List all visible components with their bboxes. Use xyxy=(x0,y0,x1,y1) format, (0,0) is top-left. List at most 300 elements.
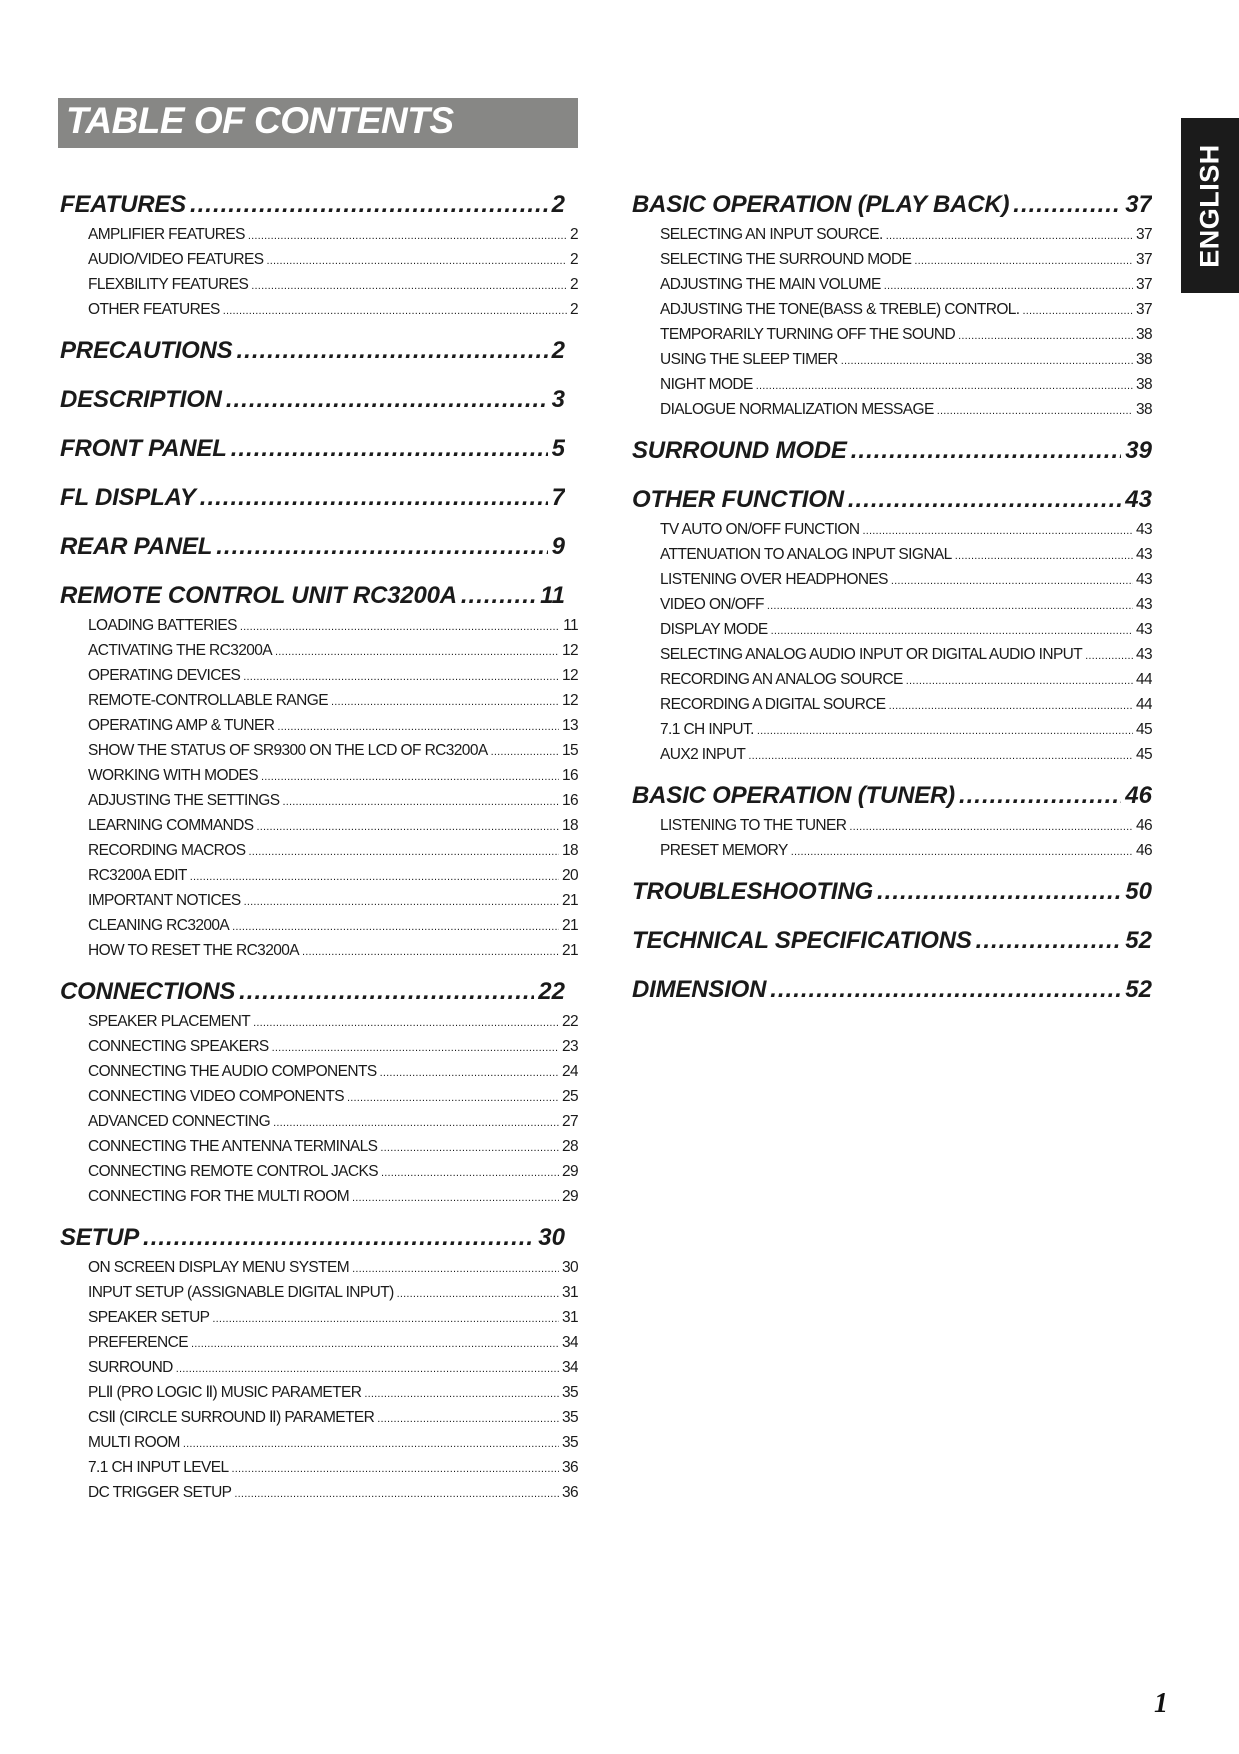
toc-left-column xyxy=(60,190,578,1519)
toc-section-features xyxy=(60,190,578,336)
toc-heading[interactable] xyxy=(60,581,565,611)
toc-subentry-label: INPUT SETUP (ASSIGNABLE DIGITAL INPUT) xyxy=(88,1284,394,1301)
toc-subentry-page: 45 xyxy=(1135,721,1152,738)
toc-subentry-label: RECORDING A DIGITAL SOURCE xyxy=(660,696,886,713)
toc-subentry-page: 25 xyxy=(561,1088,578,1105)
toc-subentry-label: OPERATING DEVICES xyxy=(88,667,241,684)
toc-subentry-list xyxy=(60,1009,578,1209)
toc-subentry[interactable] xyxy=(660,222,1152,247)
toc-heading-page: 2 xyxy=(551,191,565,218)
toc-subentry-page: 46 xyxy=(1135,842,1152,859)
toc-subentry[interactable] xyxy=(660,667,1152,692)
dot-leader xyxy=(234,1482,559,1505)
dot-leader xyxy=(251,274,567,297)
toc-subentry-label: HOW TO RESET THE RC3200A xyxy=(88,942,299,959)
toc-subentry[interactable] xyxy=(88,763,578,788)
toc-subentry[interactable] xyxy=(88,1034,578,1059)
toc-subentry-page: 16 xyxy=(561,792,578,809)
toc-subentry-page: 11 xyxy=(563,617,578,634)
toc-subentry-label: FLEXBILITY FEATURES xyxy=(88,276,249,293)
dot-leader xyxy=(791,840,1133,863)
toc-heading-title: DESCRIPTION xyxy=(60,386,222,413)
toc-section-basic-operation-tuner xyxy=(632,781,1152,877)
toc-subentry-label: REMOTE-CONTROLLABLE RANGE xyxy=(88,692,328,709)
dot-leader xyxy=(1085,644,1133,667)
toc-subentry[interactable] xyxy=(660,517,1152,542)
toc-heading[interactable] xyxy=(60,1223,565,1253)
toc-subentry[interactable] xyxy=(660,838,1152,863)
toc-subentry[interactable] xyxy=(88,613,578,638)
section-spacer xyxy=(632,422,1152,436)
toc-subentry-label: VIDEO ON/OFF xyxy=(660,596,764,613)
toc-subentry-label: RECORDING AN ANALOG SOURCE xyxy=(660,671,903,688)
dot-leader xyxy=(190,865,559,888)
toc-subentry-page: 21 xyxy=(561,917,578,934)
language-tab-label: ENGLISH xyxy=(1194,143,1225,268)
dot-leader xyxy=(955,544,1133,567)
dot-leader xyxy=(275,640,559,663)
section-spacer xyxy=(60,322,578,336)
toc-subentry-page: 2 xyxy=(569,276,578,293)
section-spacer xyxy=(60,562,578,581)
toc-subentry-page: 12 xyxy=(561,667,578,684)
toc-subentry[interactable] xyxy=(660,272,1152,297)
dot-leader xyxy=(1023,299,1133,322)
dot-leader xyxy=(232,1457,559,1480)
toc-subentry-page: 29 xyxy=(561,1188,578,1205)
section-spacer xyxy=(60,464,578,483)
toc-subentry[interactable] xyxy=(660,322,1152,347)
dot-leader xyxy=(958,324,1133,347)
dot-leader xyxy=(757,719,1133,742)
section-spacer xyxy=(60,415,578,434)
dot-leader xyxy=(236,336,547,366)
toc-subentry-label: LOADING BATTERIES xyxy=(88,617,237,634)
toc-subentry[interactable] xyxy=(88,222,578,247)
toc-heading[interactable] xyxy=(60,336,565,366)
toc-subentry-page: 18 xyxy=(561,817,578,834)
toc-heading[interactable] xyxy=(632,436,1152,466)
toc-subentry[interactable] xyxy=(660,742,1152,767)
toc-subentry-label: AMPLIFIER FEATURES xyxy=(88,226,245,243)
toc-heading[interactable] xyxy=(632,485,1152,515)
toc-subentry-label: ADJUSTING THE MAIN VOLUME xyxy=(660,276,881,293)
dot-leader xyxy=(253,1011,559,1034)
toc-section-surround-mode xyxy=(632,436,1152,485)
toc-subentry-label: SELECTING ANALOG AUDIO INPUT OR DIGITAL AUDIO INPUT xyxy=(660,646,1083,663)
toc-heading-page: 52 xyxy=(1125,927,1152,954)
dot-leader xyxy=(352,1186,559,1209)
toc-subentry-page: 24 xyxy=(561,1063,578,1080)
toc-heading-page: 52 xyxy=(1125,976,1152,1003)
dot-leader xyxy=(1013,190,1121,220)
toc-heading-page: 50 xyxy=(1125,878,1152,905)
toc-subentry-label: SURROUND xyxy=(88,1359,173,1376)
toc-subentry[interactable] xyxy=(660,372,1152,397)
toc-subentry[interactable] xyxy=(660,642,1152,667)
dot-leader xyxy=(176,1357,559,1380)
toc-subentry-page: 18 xyxy=(561,842,578,859)
dot-leader xyxy=(364,1382,559,1405)
toc-heading-title: PRECAUTIONS xyxy=(60,337,233,364)
section-spacer xyxy=(60,1209,578,1223)
toc-subentry[interactable] xyxy=(88,1480,578,1505)
dot-leader xyxy=(302,940,559,963)
toc-heading[interactable] xyxy=(60,532,565,562)
toc-subentry-page: 21 xyxy=(561,892,578,909)
toc-subentry-page: 43 xyxy=(1135,571,1152,588)
dot-leader xyxy=(239,977,534,1007)
toc-subentry[interactable] xyxy=(88,1355,578,1380)
toc-subentry-label: ATTENUATION TO ANALOG INPUT SIGNAL xyxy=(660,546,952,563)
toc-subentry[interactable] xyxy=(660,297,1152,322)
toc-heading[interactable] xyxy=(60,190,565,220)
dot-leader xyxy=(232,915,559,938)
toc-subentry-label: CONNECTING FOR THE MULTI ROOM xyxy=(88,1188,350,1205)
toc-subentry-label: RC3200A EDIT xyxy=(88,867,187,884)
toc-subentry-page: 2 xyxy=(569,301,578,318)
toc-subentry-list xyxy=(632,222,1152,422)
toc-subentry[interactable] xyxy=(88,1184,578,1209)
dot-leader xyxy=(352,1257,559,1280)
dot-leader xyxy=(248,840,558,863)
dot-leader xyxy=(397,1282,559,1305)
toc-heading[interactable] xyxy=(632,926,1152,956)
toc-subentry-page: 35 xyxy=(561,1409,578,1426)
toc-heading[interactable] xyxy=(60,977,565,1007)
toc-subentry-page: 36 xyxy=(561,1484,578,1501)
toc-subentry[interactable] xyxy=(660,717,1152,742)
toc-heading[interactable] xyxy=(60,385,565,415)
dot-leader xyxy=(841,349,1133,372)
toc-subentry-page: 38 xyxy=(1135,401,1152,418)
toc-subentry-page: 44 xyxy=(1135,671,1152,688)
toc-subentry-label: MULTI ROOM xyxy=(88,1434,180,1451)
toc-heading[interactable] xyxy=(632,781,1152,811)
toc-section-basic-operation-play-back xyxy=(632,190,1152,436)
toc-heading-title: TROUBLESHOOTING xyxy=(632,878,873,905)
toc-section-other-function xyxy=(632,485,1152,781)
section-spacer xyxy=(632,466,1152,485)
toc-subentry-label: CLEANING RC3200A xyxy=(88,917,230,934)
toc-subentry-page: 20 xyxy=(561,867,578,884)
toc-subentry-label: TV AUTO ON/OFF FUNCTION xyxy=(660,521,860,538)
toc-subentry-page: 22 xyxy=(561,1013,578,1030)
toc-subentry-page: 43 xyxy=(1135,621,1152,638)
toc-subentry[interactable] xyxy=(660,813,1152,838)
dot-leader xyxy=(849,815,1133,838)
section-spacer xyxy=(60,366,578,385)
dot-leader xyxy=(771,619,1133,642)
toc-subentry[interactable] xyxy=(88,688,578,713)
toc-subentry-page: 36 xyxy=(561,1459,578,1476)
toc-subentry-page: 37 xyxy=(1135,276,1152,293)
toc-subentry-label: DC TRIGGER SETUP xyxy=(88,1484,232,1501)
toc-subentry-label: SELECTING THE SURROUND MODE xyxy=(660,251,912,268)
toc-subentry[interactable] xyxy=(88,1405,578,1430)
dot-leader xyxy=(200,483,548,513)
dot-leader xyxy=(347,1086,559,1109)
toc-subentry[interactable] xyxy=(88,1330,578,1355)
dot-leader xyxy=(767,594,1133,617)
language-tab xyxy=(1181,118,1239,293)
dot-leader xyxy=(756,374,1133,397)
toc-subentry-page: 43 xyxy=(1135,521,1152,538)
dot-leader xyxy=(243,665,559,688)
dot-leader xyxy=(273,1111,559,1134)
toc-section-precautions xyxy=(60,336,578,385)
toc-subentry[interactable] xyxy=(88,1134,578,1159)
toc-subentry-label: LISTENING OVER HEADPHONES xyxy=(660,571,888,588)
toc-subentry-list xyxy=(632,813,1152,863)
dot-leader xyxy=(889,694,1133,717)
dot-leader xyxy=(877,877,1121,907)
toc-subentry-page: 29 xyxy=(561,1163,578,1180)
toc-section-description xyxy=(60,385,578,434)
toc-subentry[interactable] xyxy=(88,247,578,272)
toc-heading-page: 43 xyxy=(1125,486,1152,513)
toc-subentry-label: NIGHT MODE xyxy=(660,376,753,393)
toc-subentry-label: AUX2 INPUT xyxy=(660,746,746,763)
toc-heading-page: 46 xyxy=(1125,782,1152,809)
dot-leader xyxy=(770,975,1121,1005)
toc-subentry-label: DISPLAY MODE xyxy=(660,621,768,638)
toc-subentry[interactable] xyxy=(88,813,578,838)
toc-title-bar xyxy=(58,98,578,148)
toc-subentry[interactable] xyxy=(88,1305,578,1330)
toc-subentry-page: 30 xyxy=(561,1259,578,1276)
toc-heading-page: 22 xyxy=(538,978,565,1005)
toc-subentry[interactable] xyxy=(88,1380,578,1405)
dot-leader xyxy=(231,434,548,464)
toc-subentry[interactable] xyxy=(88,938,578,963)
toc-subentry[interactable] xyxy=(660,347,1152,372)
toc-section-troubleshooting xyxy=(632,877,1152,926)
dot-leader xyxy=(266,249,567,272)
dot-leader xyxy=(914,249,1133,272)
toc-section-fl-display xyxy=(60,483,578,532)
toc-subentry[interactable] xyxy=(88,1255,578,1280)
toc-heading-title: FRONT PANEL xyxy=(60,435,227,462)
page-title: TABLE OF CONTENTS xyxy=(66,100,454,141)
dot-leader xyxy=(748,744,1133,767)
toc-subentry-page: 46 xyxy=(1135,817,1152,834)
toc-subentry-label: CONNECTING SPEAKERS xyxy=(88,1038,269,1055)
toc-heading-page: 2 xyxy=(551,337,565,364)
toc-subentry[interactable] xyxy=(660,692,1152,717)
toc-subentry-label: SPEAKER SETUP xyxy=(88,1309,210,1326)
toc-subentry-label: 7.1 CH INPUT LEVEL xyxy=(88,1459,229,1476)
toc-subentry-label: CONNECTING THE ANTENNA TERMINALS xyxy=(88,1138,378,1155)
toc-subentry-label: LISTENING TO THE TUNER xyxy=(660,817,847,834)
toc-heading-page: 39 xyxy=(1125,437,1152,464)
toc-heading-title: REAR PANEL xyxy=(60,533,213,560)
section-spacer xyxy=(60,1505,578,1519)
dot-leader xyxy=(331,690,559,713)
toc-subentry[interactable] xyxy=(88,788,578,813)
toc-subentry[interactable] xyxy=(88,272,578,297)
dot-leader xyxy=(906,669,1133,692)
dot-leader xyxy=(244,890,559,913)
toc-subentry[interactable] xyxy=(88,1455,578,1480)
dot-leader xyxy=(223,299,567,322)
toc-heading[interactable] xyxy=(60,434,565,464)
toc-heading-page: 7 xyxy=(551,484,565,511)
toc-subentry-label: TEMPORARILY TURNING OFF THE SOUND xyxy=(660,326,956,343)
toc-subentry[interactable] xyxy=(88,663,578,688)
toc-subentry-label: CONNECTING VIDEO COMPONENTS xyxy=(88,1088,344,1105)
toc-subentry-page: 12 xyxy=(561,642,578,659)
toc-heading-title: REMOTE CONTROL UNIT RC3200A xyxy=(60,582,457,609)
toc-heading-title: BASIC OPERATION (TUNER) xyxy=(632,782,955,809)
dot-leader xyxy=(886,224,1133,247)
toc-heading[interactable] xyxy=(632,877,1152,907)
toc-subentry[interactable] xyxy=(660,397,1152,422)
toc-subentry-label: RECORDING MACROS xyxy=(88,842,246,859)
toc-heading[interactable] xyxy=(632,975,1152,1005)
toc-subentry-label: 7.1 CH INPUT. xyxy=(660,721,754,738)
dot-leader xyxy=(190,190,548,220)
dot-leader xyxy=(862,519,1132,542)
section-spacer xyxy=(60,513,578,532)
toc-subentry-label: CONNECTING REMOTE CONTROL JACKS xyxy=(88,1163,378,1180)
toc-subentry-page: 27 xyxy=(561,1113,578,1130)
toc-heading-page: 3 xyxy=(551,386,565,413)
toc-subentry-page: 2 xyxy=(569,251,578,268)
toc-subentry-page: 23 xyxy=(561,1038,578,1055)
toc-subentry-page: 38 xyxy=(1135,326,1152,343)
toc-subentry[interactable] xyxy=(88,888,578,913)
dot-leader xyxy=(261,765,559,788)
toc-heading[interactable] xyxy=(60,483,565,513)
toc-section-dimension xyxy=(632,975,1152,1024)
toc-subentry-page: 44 xyxy=(1135,696,1152,713)
toc-subentry[interactable] xyxy=(88,863,578,888)
dot-leader xyxy=(191,1332,559,1355)
toc-heading[interactable] xyxy=(632,190,1152,220)
toc-subentry[interactable] xyxy=(88,1009,578,1034)
toc-subentry[interactable] xyxy=(88,738,578,763)
toc-subentry[interactable] xyxy=(660,592,1152,617)
toc-subentry-label: AUDIO/VIDEO FEATURES xyxy=(88,251,264,268)
toc-subentry-label: PLⅡ (PRO LOGIC Ⅱ) MUSIC PARAMETER xyxy=(88,1384,362,1401)
toc-heading-page: 30 xyxy=(538,1224,565,1251)
toc-subentry[interactable] xyxy=(88,638,578,663)
toc-subentry-label: ADVANCED CONNECTING xyxy=(88,1113,271,1130)
toc-heading-title: FEATURES xyxy=(60,191,186,218)
toc-subentry-label: DIALOGUE NORMALIZATION MESSAGE xyxy=(660,401,934,418)
toc-subentry-page: 37 xyxy=(1135,301,1152,318)
dot-leader xyxy=(240,615,560,638)
dot-leader xyxy=(848,485,1121,515)
toc-subentry[interactable] xyxy=(88,297,578,322)
toc-heading-title: CONNECTIONS xyxy=(60,978,236,1005)
toc-subentry[interactable] xyxy=(88,1084,578,1109)
toc-heading-title: SETUP xyxy=(60,1224,140,1251)
toc-subentry[interactable] xyxy=(660,542,1152,567)
toc-subentry-page: 38 xyxy=(1135,376,1152,393)
dot-leader xyxy=(491,740,559,763)
dot-leader xyxy=(377,1407,559,1430)
toc-subentry-label: ADJUSTING THE SETTINGS xyxy=(88,792,280,809)
toc-subentry-list xyxy=(60,1255,578,1505)
toc-subentry-label: WORKING WITH MODES xyxy=(88,767,259,784)
dot-leader xyxy=(212,1307,559,1330)
toc-section-rear-panel xyxy=(60,532,578,581)
toc-subentry-label: ON SCREEN DISPLAY MENU SYSTEM xyxy=(88,1259,350,1276)
toc-heading-title: TECHNICAL SPECIFICATIONS xyxy=(632,927,972,954)
toc-subentry-page: 35 xyxy=(561,1434,578,1451)
dot-leader xyxy=(891,569,1133,592)
toc-subentry[interactable] xyxy=(88,713,578,738)
toc-subentry[interactable] xyxy=(88,1059,578,1084)
toc-subentry-page: 21 xyxy=(561,942,578,959)
section-spacer xyxy=(632,956,1152,975)
toc-subentry[interactable] xyxy=(660,617,1152,642)
toc-subentry[interactable] xyxy=(88,1159,578,1184)
toc-subentry-page: 35 xyxy=(561,1384,578,1401)
toc-subentry-page: 34 xyxy=(561,1359,578,1376)
section-spacer xyxy=(632,863,1152,877)
toc-heading-title: BASIC OPERATION (PLAY BACK) xyxy=(632,191,1010,218)
toc-subentry-page: 34 xyxy=(561,1334,578,1351)
toc-subentry[interactable] xyxy=(88,913,578,938)
toc-subentry[interactable] xyxy=(88,838,578,863)
toc-subentry-label: CONNECTING THE AUDIO COMPONENTS xyxy=(88,1063,377,1080)
toc-subentry-page: 28 xyxy=(561,1138,578,1155)
toc-subentry-label: SELECTING AN INPUT SOURCE. xyxy=(660,226,883,243)
toc-heading-title: FL DISPLAY xyxy=(60,484,196,511)
toc-subentry-page: 45 xyxy=(1135,746,1152,763)
toc-subentry-label: ACTIVATING THE RC3200A xyxy=(88,642,273,659)
section-spacer xyxy=(60,963,578,977)
toc-subentry-page: 37 xyxy=(1135,226,1152,243)
toc-subentry[interactable] xyxy=(660,247,1152,272)
toc-section-remote-control-unit-rc3200a xyxy=(60,581,578,977)
toc-heading-title: DIMENSION xyxy=(632,976,767,1003)
toc-subentry[interactable] xyxy=(88,1280,578,1305)
toc-subentry-page: 12 xyxy=(561,692,578,709)
dot-leader xyxy=(277,715,559,738)
toc-subentry-list xyxy=(60,222,578,322)
dot-leader xyxy=(183,1432,559,1455)
dot-leader xyxy=(380,1136,559,1159)
dot-leader xyxy=(461,581,536,611)
toc-subentry[interactable] xyxy=(88,1109,578,1134)
toc-subentry-page: 43 xyxy=(1135,546,1152,563)
toc-section-connections xyxy=(60,977,578,1223)
toc-heading-page: 5 xyxy=(551,435,565,462)
dot-leader xyxy=(884,274,1133,297)
toc-subentry-label: PRESET MEMORY xyxy=(660,842,788,859)
dot-leader xyxy=(282,790,558,813)
toc-subentry[interactable] xyxy=(88,1430,578,1455)
toc-subentry-page: 43 xyxy=(1135,596,1152,613)
section-spacer xyxy=(632,907,1152,926)
toc-subentry-page: 43 xyxy=(1135,646,1152,663)
toc-subentry-page: 31 xyxy=(561,1309,578,1326)
toc-subentry-list xyxy=(632,517,1152,767)
toc-heading-title: OTHER FUNCTION xyxy=(632,486,844,513)
toc-subentry-page: 15 xyxy=(561,742,578,759)
toc-subentry-label: ADJUSTING THE TONE(BASS & TREBLE) CONTROL. xyxy=(660,301,1020,318)
toc-subentry-label: USING THE SLEEP TIMER xyxy=(660,351,838,368)
toc-subentry-page: 13 xyxy=(561,717,578,734)
dot-leader xyxy=(380,1061,559,1084)
dot-leader xyxy=(248,224,567,247)
toc-subentry-label: PREFERENCE xyxy=(88,1334,188,1351)
toc-subentry[interactable] xyxy=(660,567,1152,592)
